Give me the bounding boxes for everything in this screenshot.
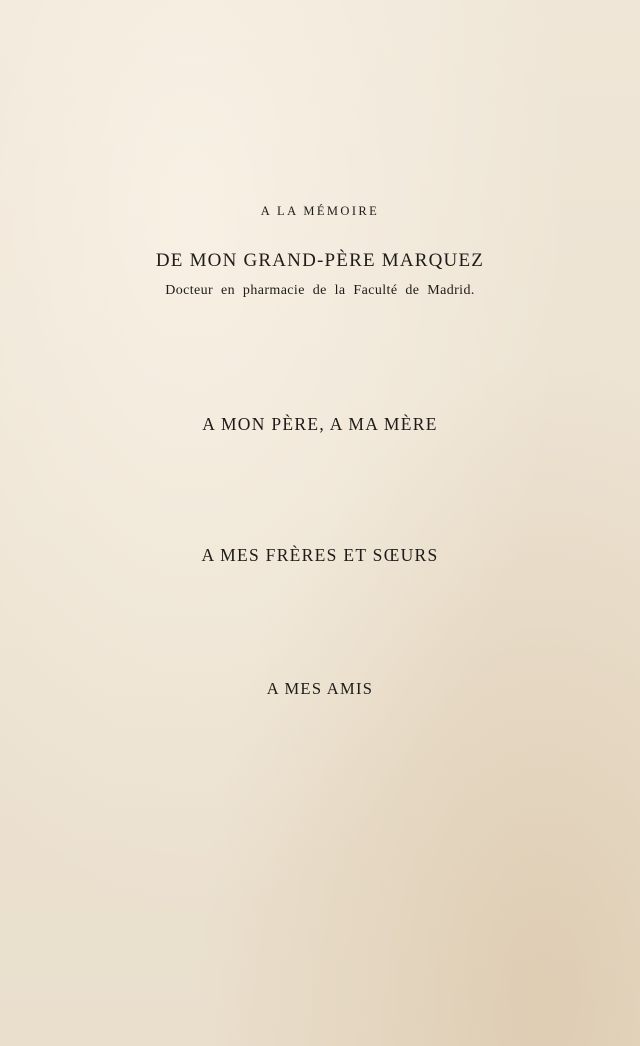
grandpere-title: Docteur en pharmacie de la Faculté de Madrid. xyxy=(165,283,475,298)
siblings-dedication: A MES FRÈRES ET SŒURS xyxy=(201,545,439,565)
memoire-heading: A LA MÉMOIRE xyxy=(260,204,380,218)
grandpere-name: DE MON GRAND-PÈRE MARQUEZ xyxy=(155,250,485,271)
parents-dedication: A MON PÈRE, A MA MÈRE xyxy=(202,414,438,434)
friends-dedication: A MES AMIS xyxy=(266,679,374,698)
